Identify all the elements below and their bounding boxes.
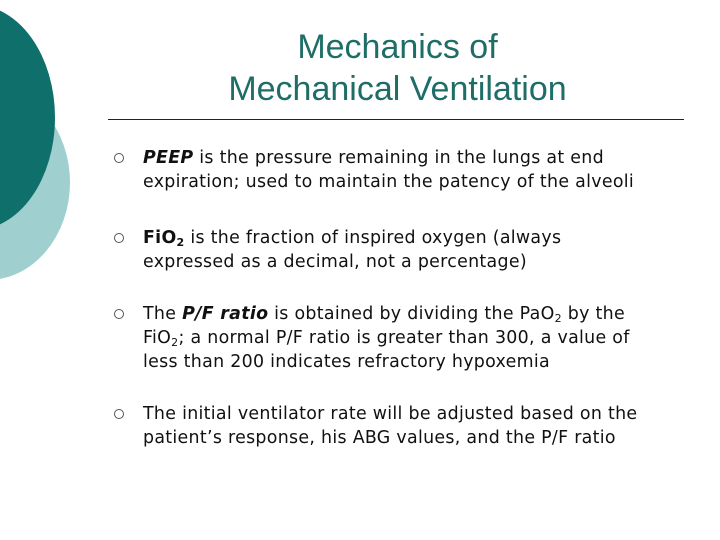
bullet-text-line-2: expiration; used to maintain the patency of the alveoli <box>143 172 635 192</box>
term-fio2-main: FiO <box>143 228 177 248</box>
fio2-subscript: 2 <box>171 336 179 349</box>
term-peep: PEEP <box>143 148 194 168</box>
bullet-marker-icon <box>114 153 124 163</box>
pao2-subscript: 2 <box>554 312 562 325</box>
bullet-text-line-2a: FiO <box>143 328 172 348</box>
bullet-text-line-2b: ; a normal P/F ratio is greater than 300, a value of <box>178 328 630 348</box>
bullet-text-line-1: is the pressure remaining in the lungs at end <box>193 148 604 168</box>
bullet-marker-icon <box>114 409 124 419</box>
bullet-text <box>143 402 694 450</box>
slide-title <box>100 26 690 110</box>
bullet-marker-icon <box>114 309 124 319</box>
bullet-text <box>143 146 694 194</box>
title-line-2: Mechanical Ventilation <box>228 70 567 108</box>
bullet-text-line-1a: is obtained by dividing the PaO <box>268 304 555 324</box>
bullet-text <box>143 226 694 274</box>
term-pf-ratio: P/F ratio <box>182 304 269 324</box>
bullet-text-line-2: expressed as a decimal, not a percentage) <box>143 252 527 272</box>
bullet-text-line-1: is the fraction of inspired oxygen (always <box>184 228 562 248</box>
bullet-prefix: The <box>143 304 183 324</box>
bullet-text <box>143 302 694 374</box>
term-fio2 <box>143 228 185 248</box>
bullet-peep <box>114 146 694 194</box>
title-line-1: Mechanics of <box>297 28 498 66</box>
bullet-ventilator-rate <box>114 402 694 450</box>
bullet-text-line-1b: by the <box>561 304 625 324</box>
bullet-text-line-3: less than 200 indicates refractory hypoxemia <box>143 352 550 372</box>
term-fio2-subscript: 2 <box>176 236 185 249</box>
bullet-text-line-1: The initial ventilator rate will be adjusted based on the <box>143 404 638 424</box>
title-divider <box>108 119 684 120</box>
bullet-marker-icon <box>114 233 124 243</box>
bullet-pf-ratio <box>114 302 694 374</box>
bullet-fio2 <box>114 226 694 274</box>
bullet-text-line-2: patient’s response, his ABG values, and the P/F ratio <box>143 428 616 448</box>
